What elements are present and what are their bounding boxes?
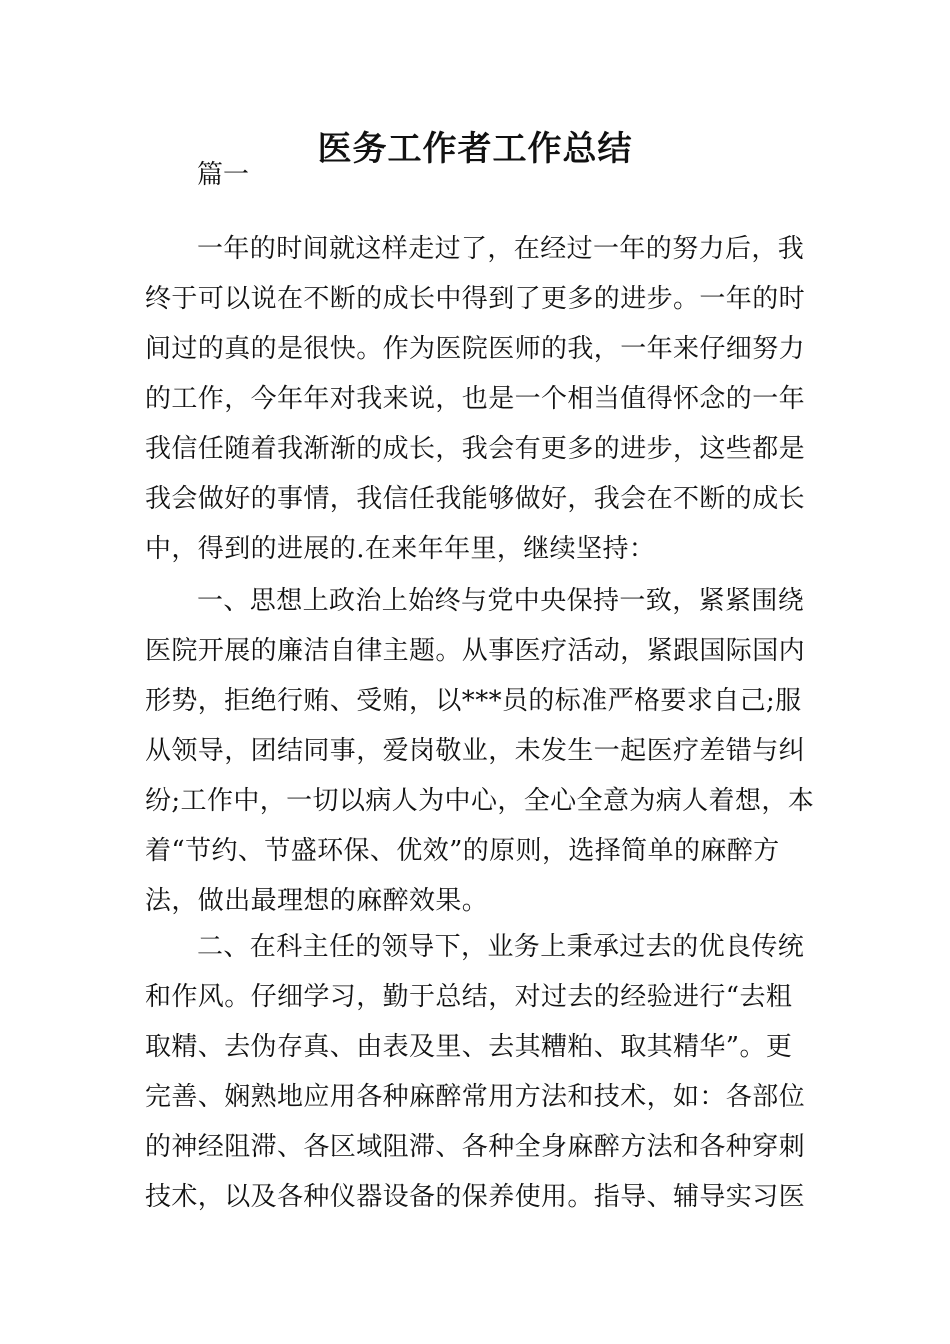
paragraph-line: 医院开展的廉洁自律主题。从事医疗活动，紧跟国际国内 — [145, 636, 806, 666]
paragraph-line: 的神经阻滞、各区域阻滞、各种全身麻醉方法和各种穿刺 — [145, 1132, 806, 1162]
paragraph-line: 完善、娴熟地应用各种麻醉常用方法和技术，如：各部位 — [145, 1082, 806, 1112]
paragraph-line: 和作风。仔细学习，勤于总结，对过去的经验进行“去粗 — [145, 982, 793, 1012]
paragraph-line: 二、在科主任的领导下，业务上秉承过去的优良传统 — [197, 932, 805, 962]
paragraph-line: 取精、去伪存真、由表及里、去其糟粕、取其精华”。更 — [145, 1032, 793, 1062]
paragraph-1 — [145, 224, 807, 574]
paragraph-line: 一年的时间就这样走过了，在经过一年的努力后，我 — [197, 234, 805, 264]
paragraph-line: 我信任随着我渐渐的成长，我会有更多的进步，这些都是 — [145, 434, 806, 464]
paragraph-line: 形势，拒绝行贿、受贿，以***员的标准严格要求自己;服 — [145, 686, 802, 716]
paragraph-line: 技术，以及各种仪器设备的保养使用。指导、辅导实习医 — [145, 1182, 806, 1212]
paragraph-line: 间过的真的是很快。作为医院医师的我，一年来仔细努力 — [145, 334, 806, 364]
paragraph-3 — [145, 922, 807, 1222]
paragraph-line: 法，做出最理想的麻醉效果。 — [145, 886, 489, 916]
section-label: 篇一 — [197, 160, 250, 190]
document-title: 医务工作者工作总结 — [317, 129, 633, 169]
paragraph-line: 中，得到的进展的.在来年年里，继续坚持： — [145, 534, 656, 564]
paragraph-line: 一、思想上政治上始终与党中央保持一致，紧紧围绕 — [197, 586, 805, 616]
paragraph-line: 着“节约、节盛环保、优效”的原则，选择简单的麻醉方 — [145, 836, 780, 866]
paragraph-line: 的工作，今年年对我来说，也是一个相当值得怀念的一年 — [145, 384, 806, 414]
paragraph-line: 纷;工作中，一切以病人为中心，全心全意为病人着想，本 — [145, 786, 815, 816]
paragraph-line: 我会做好的事情，我信任我能够做好，我会在不断的成长 — [145, 484, 806, 514]
paragraph-line: 终于可以说在不断的成长中得到了更多的进步。一年的时 — [145, 284, 806, 314]
paragraph-2 — [145, 576, 815, 926]
paragraph-line: 从领导，团结同事，爱岗敬业，未发生一起医疗差错与纠 — [145, 736, 806, 766]
